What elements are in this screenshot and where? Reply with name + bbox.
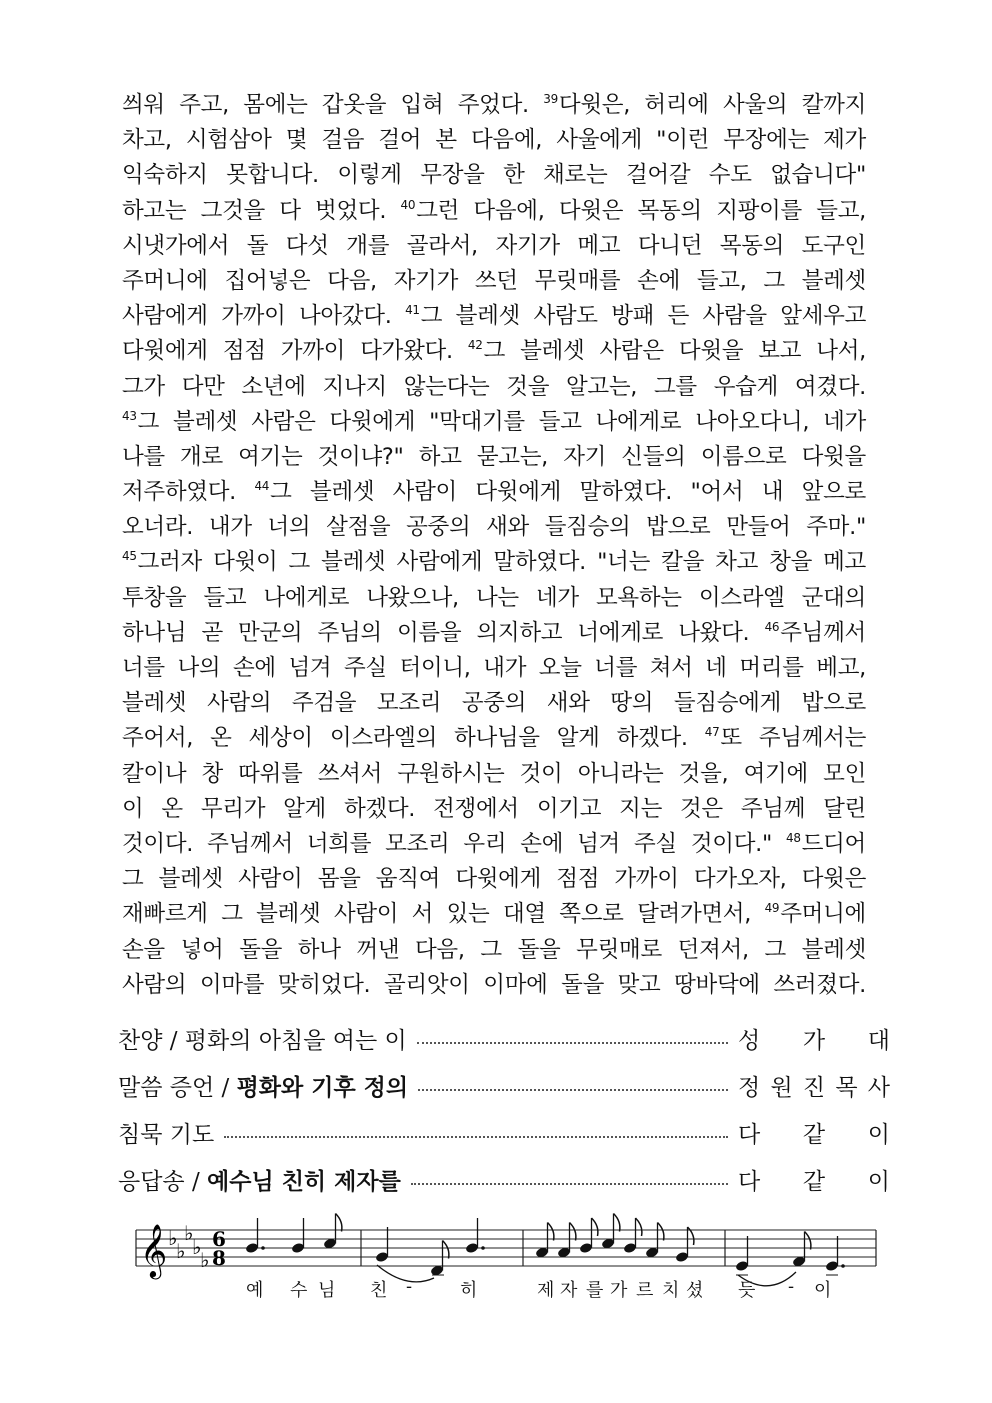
scripture-line — [122, 158, 866, 193]
order-leader-char: 같 — [802, 1122, 826, 1148]
verse-text: 익숙하지 못합니다. 이렇게 무장을 한 채로는 걸어갈 수도 없습니다" — [122, 162, 866, 189]
verse-text: 너를 나의 손에 넘겨 주실 터이니, 내가 오늘 너를 쳐서 네 머리를 베고, — [122, 655, 866, 681]
order-label — [118, 1069, 408, 1102]
note-dot — [841, 1264, 845, 1268]
verse-number: 43 — [122, 408, 137, 423]
order-leader — [738, 1022, 890, 1055]
music-lyrics — [0, 1276, 992, 1306]
verse-text: 저주하였다. — [122, 479, 255, 506]
flat-icon: ♭ — [184, 1221, 194, 1245]
time-signature-top: 6 — [212, 1227, 226, 1251]
scripture-line — [122, 405, 866, 440]
scripture-line — [122, 933, 866, 968]
order-row — [118, 1109, 890, 1156]
verse-text: 블레셋 사람의 주검을 모조리 공중의 새와 땅의 들짐승에게 밥으로 — [122, 690, 866, 717]
lyric-syllable: 치 — [662, 1280, 680, 1301]
order-leader-char: 정 — [738, 1075, 761, 1101]
verse-number: 48 — [786, 830, 801, 845]
verse-number: 42 — [467, 338, 483, 353]
verse-number: 45 — [122, 549, 137, 564]
note-flag — [443, 1241, 449, 1259]
verse-text: 재빠르게 그 블레셋 사람이 서 있는 대열 쪽으로 달려가면서, — [122, 901, 765, 928]
note-flag — [614, 1214, 620, 1232]
lyric-syllable: 제 — [537, 1280, 555, 1301]
lyric-syllable: - — [406, 1276, 413, 1297]
scripture-line — [122, 581, 866, 616]
note-flag — [592, 1218, 598, 1236]
order-leader-char: 이 — [867, 1169, 890, 1195]
order-leader-char: 가 — [802, 1028, 826, 1054]
note-flag — [805, 1232, 811, 1250]
verse-text: 다윗은, 허리에 사울의 칼까지 — [558, 92, 866, 118]
scripture-line — [122, 264, 866, 299]
verse-text: 것이다. 주님께서 너희를 모조리 우리 손에 넘겨 주실 것이다." — [122, 830, 787, 857]
lyric-syllable: 친 — [370, 1280, 388, 1301]
scripture-line — [122, 440, 866, 475]
scripture-line — [122, 334, 866, 369]
lyric-syllable: - — [788, 1276, 795, 1297]
lyric-syllable: 히 — [460, 1280, 478, 1301]
verse-number: 41 — [405, 303, 420, 318]
verse-text: 사람의 이마를 맞히었다. 골리앗이 이마에 돌을 맞고 땅바닥에 쓰러졌다. — [122, 971, 866, 998]
scripture-line — [122, 651, 866, 686]
scripture-line — [122, 510, 866, 545]
verse-text: 그런 다음에, 다윗은 목동의 지팡이를 들고, — [416, 197, 866, 224]
lyric-syllable: 자 — [560, 1280, 578, 1301]
note-flag — [548, 1223, 554, 1241]
lyric-syllable: 듯 — [738, 1280, 756, 1301]
note-flag — [658, 1223, 664, 1241]
scripture-passage — [122, 88, 866, 1003]
scripture-line — [122, 616, 866, 651]
order-label — [118, 1116, 214, 1149]
order-leader — [738, 1069, 890, 1102]
verse-text: 씌워 주고, 몸에는 갑옷을 입혀 주었다. — [122, 92, 544, 118]
scripture-line — [122, 370, 866, 405]
lyric-syllable: 님 — [318, 1280, 336, 1301]
scripture-line — [122, 299, 866, 334]
note-dot — [261, 1246, 265, 1250]
verse-text: 이 온 무리가 알게 하겠다. 전쟁에서 이기고 지는 것은 주님께 달린 — [122, 795, 866, 822]
scripture-line — [122, 721, 866, 756]
verse-text: 그 블레셋 사람은 다윗에게 "막대기를 들고 나에게로 나아오다니, 네가 — [137, 408, 866, 435]
order-leader-char: 사 — [867, 1075, 890, 1101]
verse-text: 주머니에 — [780, 901, 866, 928]
verse-text: 또 주님께서는 — [720, 725, 866, 752]
verse-text: 하고는 그것을 다 벗었다. — [122, 197, 401, 224]
lyric-syllable: 예 — [246, 1280, 264, 1301]
verse-number: 49 — [764, 901, 780, 916]
flat-icon: ♭ — [176, 1239, 186, 1263]
scripture-line — [122, 862, 866, 897]
time-signature-bottom: 8 — [212, 1246, 226, 1270]
verse-text: 다윗에게 점점 가까이 다가왔다. — [122, 338, 468, 365]
order-row — [118, 1062, 890, 1109]
verse-text: 투창을 들고 나에게로 나왔으나, 나는 네가 모욕하는 이스라엘 군대의 — [122, 584, 866, 611]
order-label — [118, 1163, 401, 1196]
verse-number: 39 — [543, 92, 558, 106]
order-label-text: 침묵 기도 — [118, 1122, 215, 1148]
order-title: 예수님 친히 제자를 — [207, 1169, 401, 1195]
verse-text: 하나님 곧 만군의 주님의 이름을 의지하고 너에게로 나왔다. — [122, 619, 765, 646]
verse-number: 47 — [704, 725, 720, 740]
note-flag — [636, 1218, 642, 1236]
order-row — [118, 1156, 890, 1203]
order-label — [118, 1022, 407, 1055]
scripture-line — [122, 686, 866, 721]
flat-icon: ♭ — [192, 1235, 202, 1259]
verse-text: 그 블레셋 사람은 다윗을 보고 나서, — [483, 338, 866, 365]
flat-icon: ♭ — [200, 1248, 210, 1272]
verse-text: 차고, 시험삼아 몇 걸음 걸어 본 다음에, 사울에게 "이런 무장에는 제가 — [122, 127, 866, 154]
scripture-line — [122, 545, 866, 580]
scripture-line — [122, 194, 866, 229]
order-label-text: 찬양 / 평화의 아침을 여는 이 — [118, 1028, 407, 1054]
verse-text: 주님께서 — [780, 619, 866, 646]
verse-text: 오너라. 내가 너의 살점을 공중의 새와 들짐승의 밥으로 만들어 주마." — [122, 514, 866, 541]
order-leader-char: 다 — [738, 1169, 761, 1195]
order-label-text: 말씀 증언 / — [118, 1075, 237, 1101]
verse-text: 그 블레셋 사람이 다윗에게 말하였다. "어서 내 앞으로 — [270, 479, 866, 506]
order-leader-char: 목 — [835, 1075, 858, 1101]
order-leader-char: 성 — [738, 1028, 761, 1054]
note-flag — [336, 1214, 342, 1232]
scripture-line — [122, 827, 866, 862]
lyric-syllable: 르 — [636, 1280, 654, 1301]
order-leader-char: 대 — [867, 1028, 890, 1054]
verse-text: 그러자 다윗이 그 블레셋 사람에게 말하였다. "너는 칼을 차고 창을 메고 — [137, 549, 866, 576]
verse-text: 시냇가에서 돌 다섯 개를 골라서, 자기가 메고 다니던 목동의 도구인 — [122, 232, 866, 259]
lyric-syllable: 셨 — [686, 1280, 704, 1301]
leader-dots — [224, 1136, 728, 1138]
verse-text: 칼이나 창 따위를 쓰셔서 구원하시는 것이 아니라는 것을, 여기에 모인 — [122, 760, 866, 787]
verse-text: 그 블레셋 사람이 몸을 움직여 다윗에게 점점 가까이 다가오자, 다윗은 — [122, 866, 866, 893]
lyric-syllable: 이 — [814, 1280, 832, 1301]
treble-clef-icon: 𝄞 — [140, 1223, 168, 1277]
note-flag — [570, 1223, 576, 1241]
order-leader — [738, 1116, 890, 1149]
scripture-line — [122, 968, 866, 1003]
order-leader-char: 다 — [738, 1122, 761, 1148]
scripture-line — [122, 792, 866, 827]
order-label-text: 응답송 / — [118, 1169, 208, 1195]
verse-number: 40 — [400, 197, 416, 212]
verse-text: 주머니에 집어넣은 다음, 자기가 쓰던 무릿매를 손에 들고, 그 블레셋 — [122, 267, 866, 294]
order-leader — [738, 1163, 890, 1196]
scripture-line — [122, 229, 866, 264]
scripture-line — [122, 88, 866, 123]
verse-text: 드디어 — [801, 830, 866, 857]
lyric-syllable: 를 — [586, 1280, 604, 1301]
verse-text: 나를 개로 여기는 것이냐?" 하고 묻고는, 자기 신들의 이름으로 다윗을 — [122, 443, 866, 470]
order-leader-char: 이 — [867, 1122, 890, 1148]
scripture-line — [122, 757, 866, 792]
order-row — [118, 1015, 890, 1062]
leader-dots — [411, 1183, 728, 1185]
order-leader-char: 원 — [770, 1075, 793, 1101]
flat-icon: ♭ — [168, 1226, 178, 1250]
lyric-syllable: 수 — [290, 1280, 308, 1301]
scripture-line — [122, 475, 866, 510]
note-dot — [481, 1246, 485, 1250]
scripture-line — [122, 897, 866, 932]
order-leader-char: 진 — [802, 1075, 826, 1101]
verse-number: 44 — [254, 479, 270, 494]
lyric-syllable: 가 — [610, 1280, 628, 1301]
worship-order — [118, 1015, 890, 1203]
order-leader-char: 같 — [802, 1169, 826, 1195]
verse-text: 사람에게 가까이 나아갔다. — [122, 303, 406, 330]
order-title: 평화와 기후 정의 — [236, 1075, 409, 1101]
verse-text: 그가 다만 소년에 지나지 않는다는 것을 알고는, 그를 우습게 여겼다. — [122, 373, 866, 400]
verse-text: 손을 넣어 돌을 하나 꺼낸 다음, 그 돌을 무릿매로 던져서, 그 블레셋 — [122, 936, 866, 963]
scripture-line — [122, 123, 866, 158]
leader-dots — [417, 1042, 728, 1044]
verse-text: 그 블레셋 사람도 방패 든 사람을 앞세우고 — [420, 303, 866, 330]
verse-text: 주어서, 온 세상이 이스라엘의 하나님을 알게 하겠다. — [122, 725, 705, 752]
verse-number: 46 — [764, 619, 780, 634]
leader-dots — [418, 1089, 728, 1091]
